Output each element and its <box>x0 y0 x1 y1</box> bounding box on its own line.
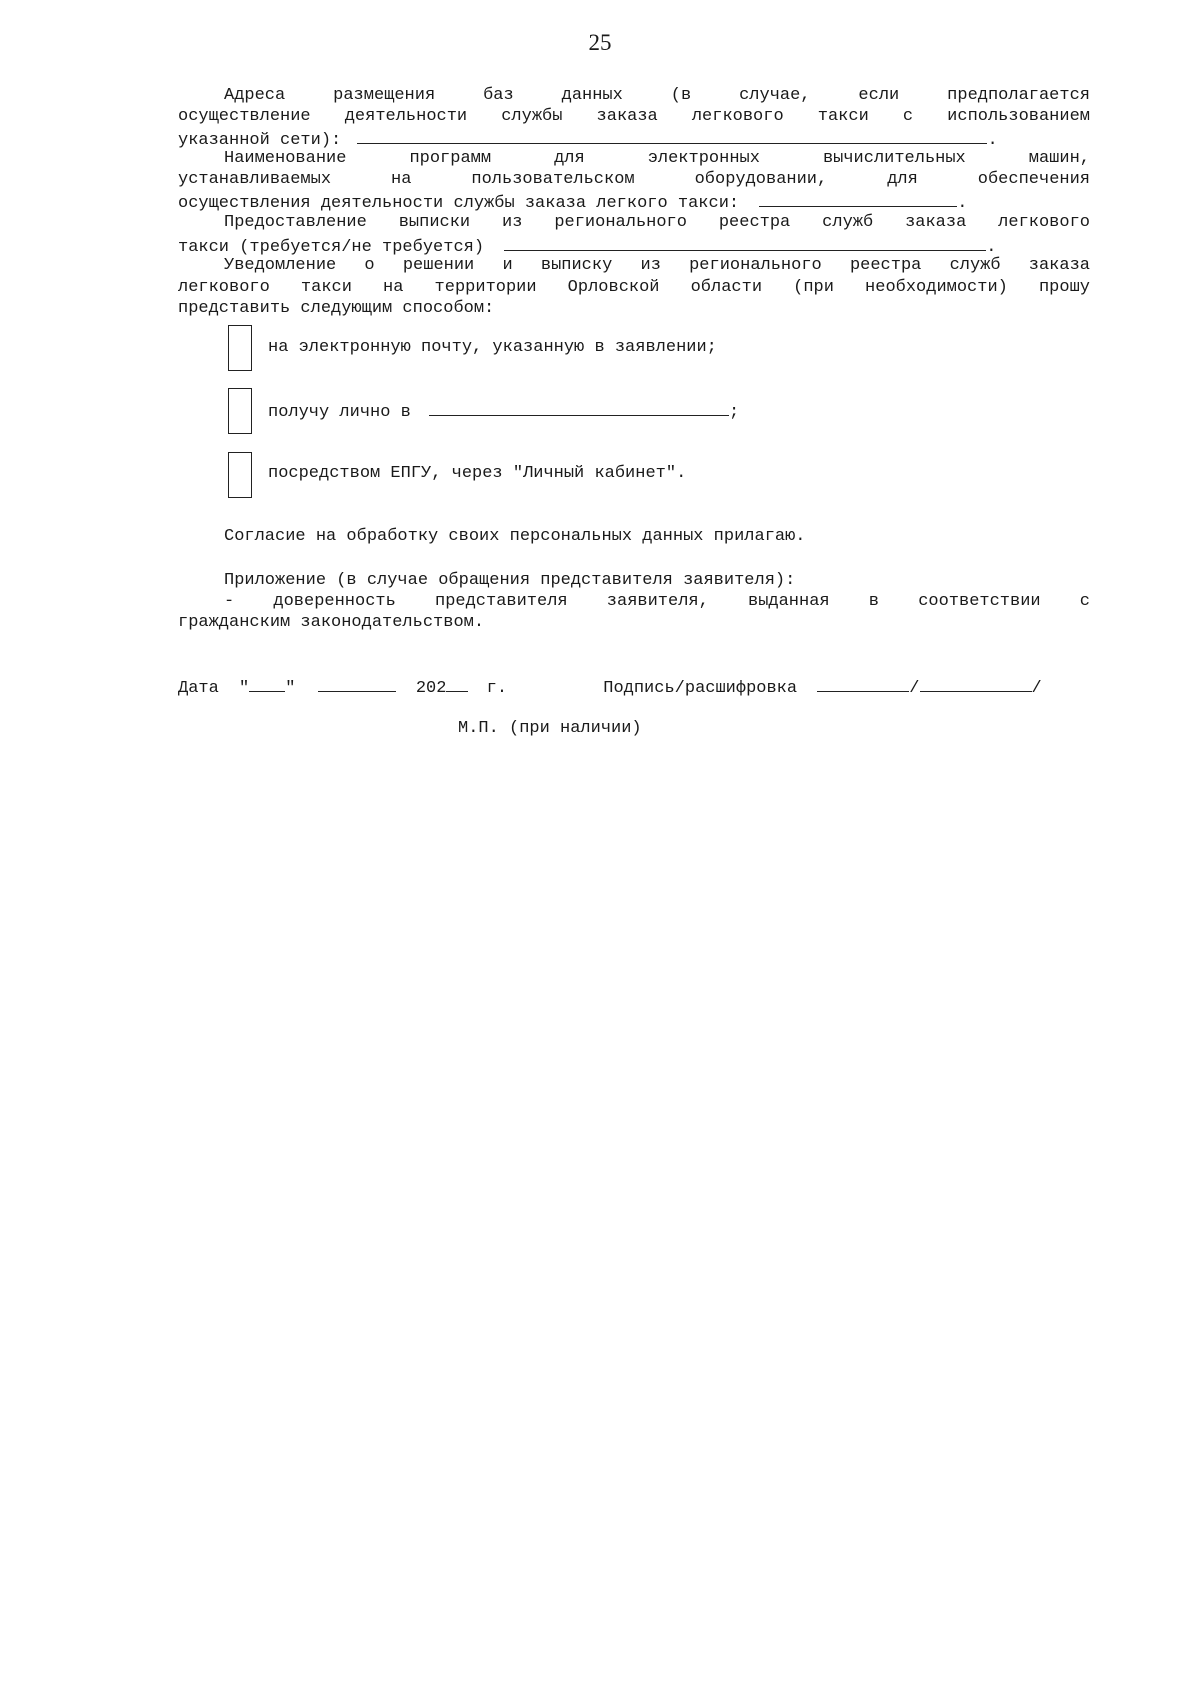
page-number: 25 <box>588 30 612 55</box>
attachment-line-2: гражданским законодательством. <box>178 613 485 632</box>
date-quote-open: " <box>239 679 250 698</box>
date-year-prefix: 202 <box>415 679 447 698</box>
signature-field[interactable] <box>817 675 909 692</box>
option-epgu-checkbox[interactable] <box>228 452 252 498</box>
form-body <box>178 0 1090 1697</box>
software-label: осуществления деятельности службы заказа легкого такси: <box>178 194 740 213</box>
db-address-line-1: Адреса размещения баз данных (в случае, если предполагается <box>224 86 1090 105</box>
db-address-line-2: осуществление деятельности службы заказа легкового такси с использованием <box>178 107 1090 126</box>
consent-text: Согласие на обработку своих персональных данных прилагаю. <box>224 527 806 546</box>
stamp-note: М.П. (при наличии) <box>458 719 642 738</box>
option-in-person-checkbox[interactable] <box>228 388 252 434</box>
date-label: Дата <box>178 679 219 698</box>
option-email-label: на электронную почту, указанную в заявлении; <box>268 338 717 357</box>
db-address-field[interactable] <box>357 127 987 144</box>
option-email-checkbox[interactable] <box>228 325 252 371</box>
option-epgu-label: посредством ЕПГУ, через "Личный кабинет". <box>268 464 687 483</box>
software-field[interactable] <box>759 190 957 207</box>
db-address-label: указанной сети): <box>178 131 342 150</box>
notify-line-1: Уведомление о решении и выписку из регионального реестра служб заказа <box>224 256 1090 275</box>
software-line-2: устанавливаемых на пользовательском оборудовании, для обеспечения <box>178 170 1090 189</box>
date-year-suffix: г. <box>486 679 508 698</box>
extract-label: такси (требуется/не требуется) <box>178 238 485 257</box>
attachment-heading: Приложение (в случае обращения представителя заявителя): <box>224 571 796 590</box>
signature-row <box>178 675 1090 700</box>
software-line-1: Наименование программ для электронных вычислительных машин, <box>224 149 1090 168</box>
date-quote-close: " <box>285 679 296 698</box>
db-address-end: . <box>987 131 998 150</box>
signature-slash-1: / <box>909 679 920 698</box>
extract-end: . <box>986 238 997 257</box>
extract-line-1: Предоставление выписки из регионального реестра служб заказа легкового <box>224 213 1090 232</box>
option-in-person-row <box>268 399 739 424</box>
software-end: . <box>957 194 968 213</box>
date-year-field[interactable] <box>446 675 468 692</box>
notify-line-2: легкового такси на территории Орловской области (при необходимости) прошу <box>178 278 1090 297</box>
extract-field[interactable] <box>504 234 986 251</box>
option-in-person-field[interactable] <box>429 399 729 416</box>
signature-slash-2: / <box>1031 679 1042 698</box>
option-in-person-label: получу лично в <box>268 403 411 422</box>
option-in-person-suffix: ; <box>729 403 740 422</box>
attachment-line-1: - доверенность представителя заявителя, выданная в соответствии с <box>224 592 1090 611</box>
signature-label: Подпись/расшифровка <box>603 679 798 698</box>
date-month-field[interactable] <box>318 675 396 692</box>
notify-line-3: представить следующим способом: <box>178 299 495 318</box>
signature-name-field[interactable] <box>920 675 1032 692</box>
date-day-field[interactable] <box>249 675 285 692</box>
